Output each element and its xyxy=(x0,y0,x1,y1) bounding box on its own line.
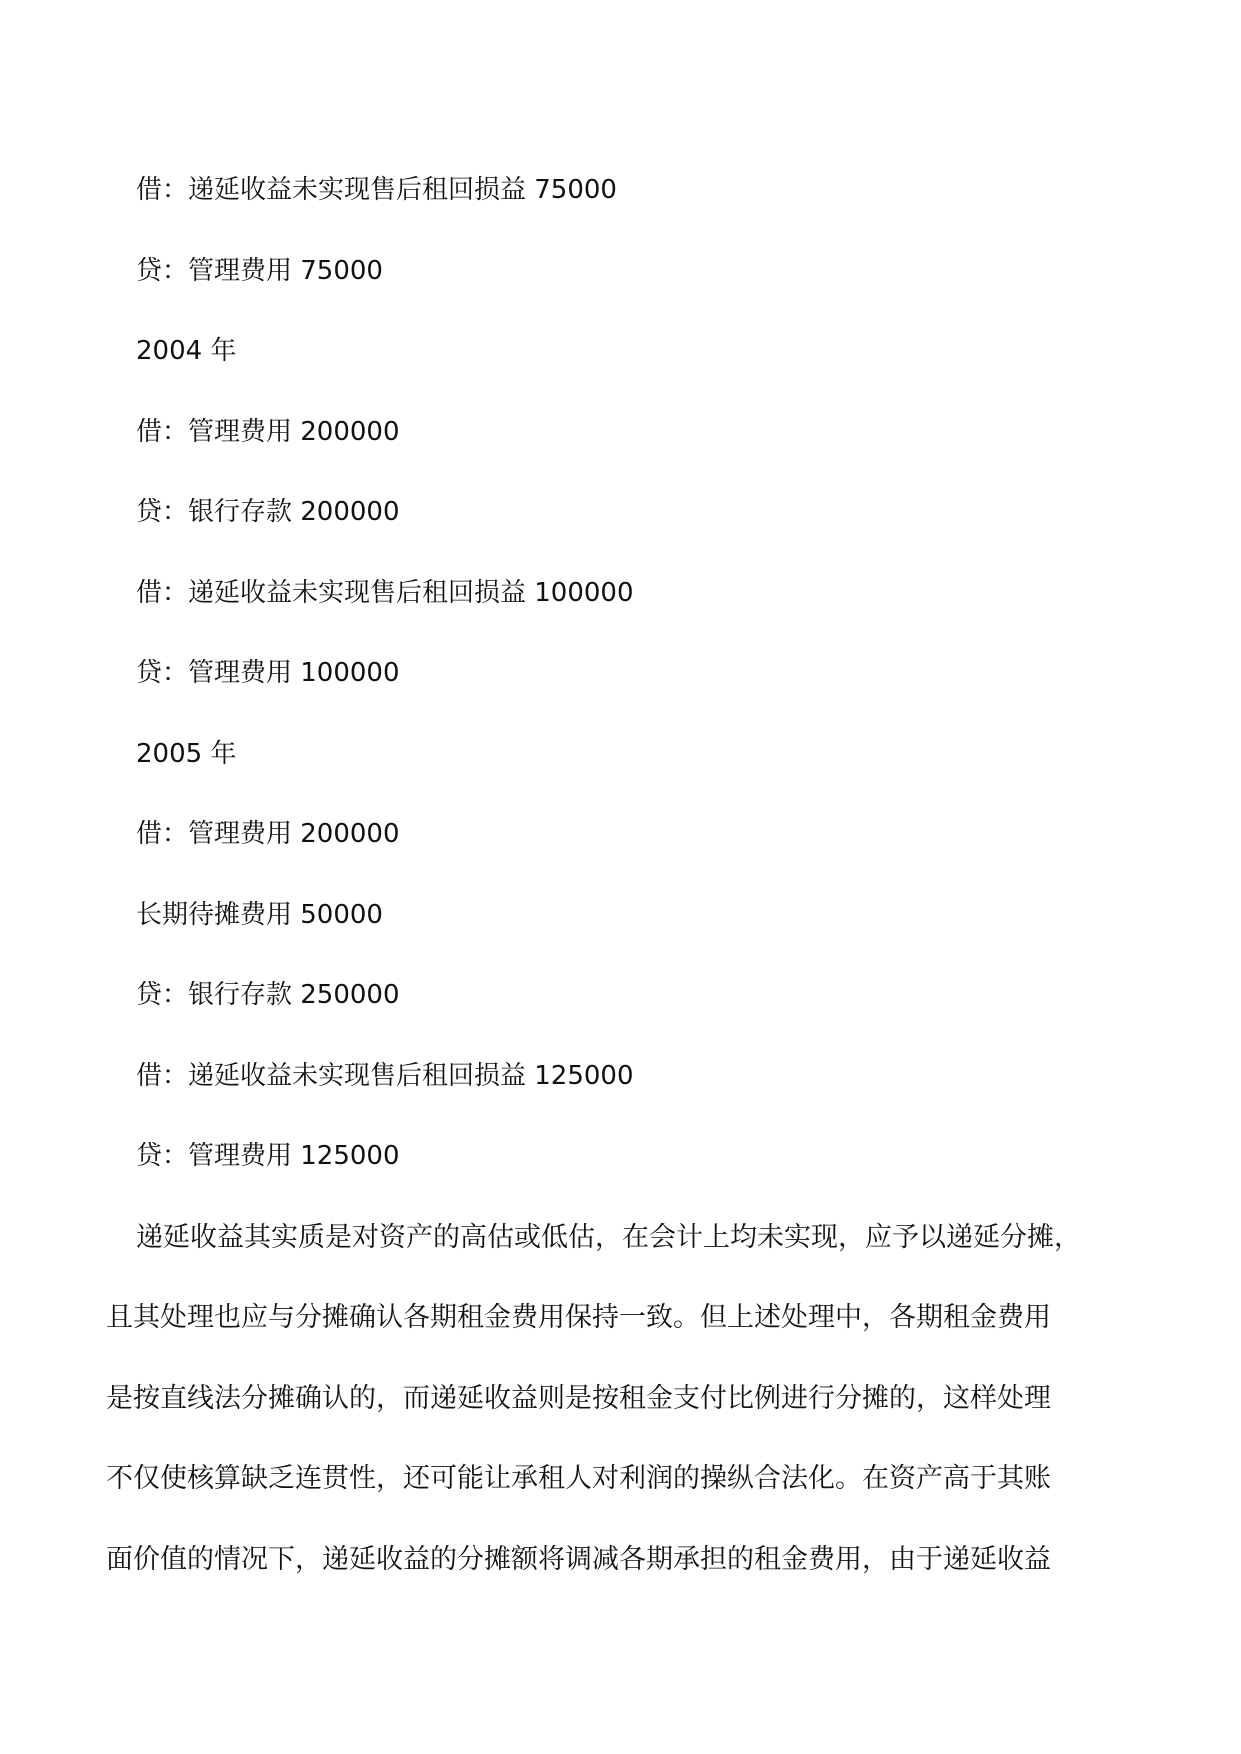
journal-entry-line: 贷：银行存款 250000 xyxy=(136,980,400,1010)
year-heading: 2005 年 xyxy=(136,739,237,769)
year-heading: 2004 年 xyxy=(136,336,237,366)
journal-entry-line: 贷：管理费用 75000 xyxy=(136,256,383,286)
journal-entry-line: 借：递延收益未实现售后租回损益 75000 xyxy=(136,175,617,205)
journal-entry-line: 借：递延收益未实现售后租回损益 100000 xyxy=(136,578,634,608)
journal-entry-line: 借：递延收益未实现售后租回损益 125000 xyxy=(136,1061,634,1091)
journal-entry-line: 借：管理费用 200000 xyxy=(136,819,400,849)
journal-entry-line: 贷：管理费用 125000 xyxy=(136,1141,400,1171)
journal-entry-line: 借：管理费用 200000 xyxy=(136,417,400,447)
paragraph-line: 递延收益其实质是对资产的高估或低估，在会计上均未实现，应予以递延分摊， xyxy=(136,1222,1081,1253)
journal-entry-line: 长期待摊费用 50000 xyxy=(136,900,383,930)
journal-entry-line: 贷：银行存款 200000 xyxy=(136,497,400,527)
paragraph-line: 且其处理也应与分摊确认各期租金费用保持一致。但上述处理中，各期租金费用 xyxy=(106,1302,1051,1333)
journal-entry-line: 贷：管理费用 100000 xyxy=(136,658,400,688)
paragraph-line: 是按直线法分摊确认的，而递延收益则是按租金支付比例进行分摊的，这样处理 xyxy=(106,1383,1051,1414)
paragraph-line: 面价值的情况下，递延收益的分摊额将调减各期承担的租金费用，由于递延收益 xyxy=(106,1544,1051,1575)
paragraph-line: 不仅使核算缺乏连贯性，还可能让承租人对利润的操纵合法化。在资产高于其账 xyxy=(106,1463,1051,1494)
